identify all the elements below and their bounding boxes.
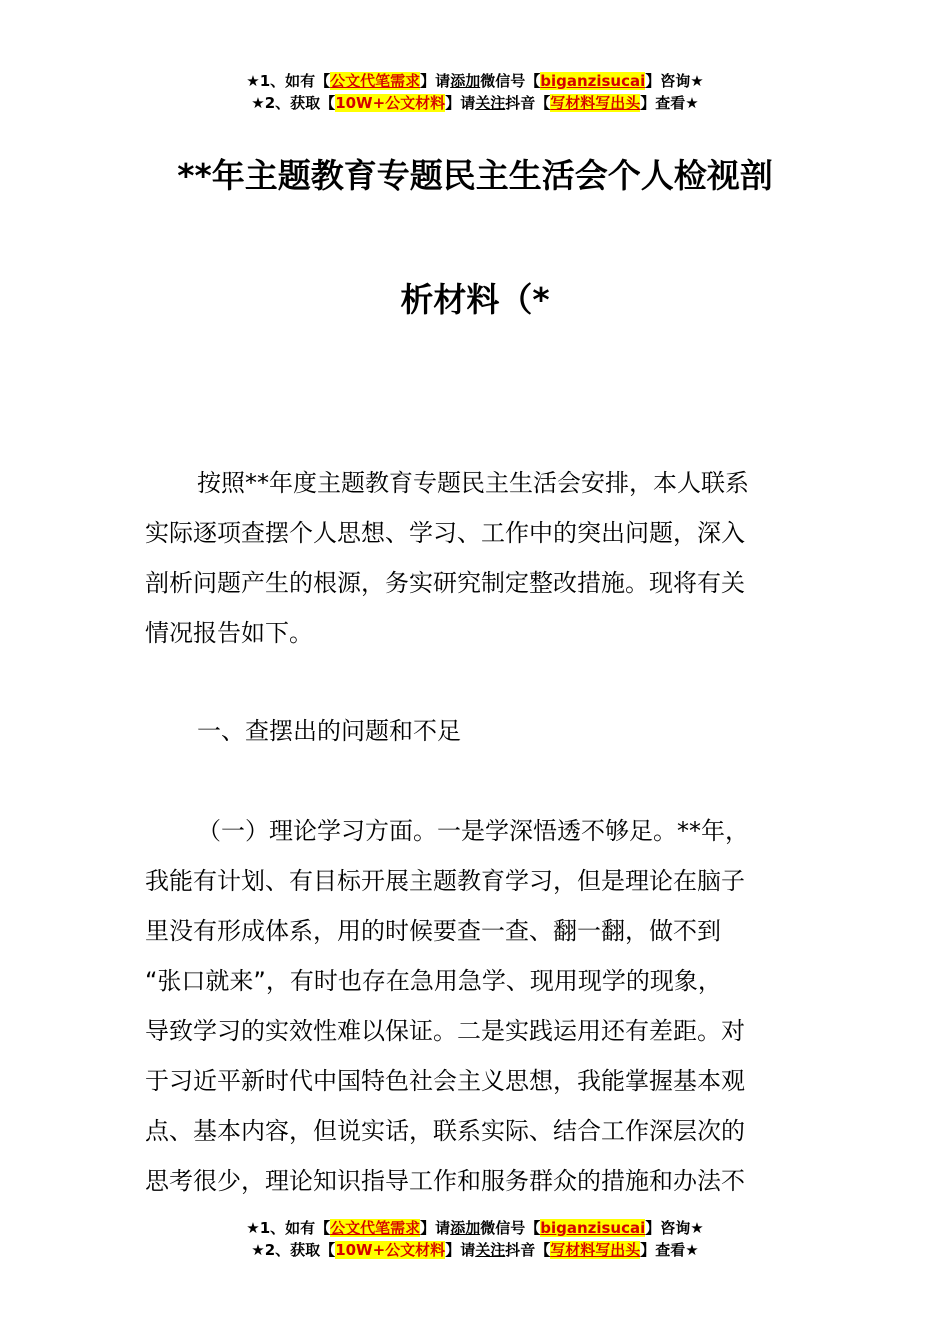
banner-top [0,70,950,114]
highlight-service: 公文代笔需求 [330,72,421,90]
intro-paragraph: 按照**年度主题教育专题民主生活会安排，本人联系 实际逐项查摆个人思想、学习、工作中的突出问题，深入 剖析问题产生的根源，务实研究制定整改措施。现将有关 情况报告如下。 [145,469,749,647]
wechat-id: biganzisucai [540,1219,646,1237]
highlight-service: 公文代笔需求 [330,1219,421,1237]
douyin-account: 写材料写出头 [550,1241,641,1259]
wechat-id: biganzisucai [540,72,646,90]
document-title-line-1: **年主题教育专题民主生活会个人检视剖 [177,156,773,195]
highlight-materials: 10W+公文材料 [335,94,446,112]
banner-line-1: ★1、如有【公文代笔需求】请添加微信号【biganzisucai】咨询★ [246,72,704,90]
highlight-materials: 10W+公文材料 [335,1241,446,1259]
banner-bottom [0,1217,950,1261]
banner-line-2: ★2、获取【10W+公文材料】请关注抖音【写材料写出头】查看★ [251,1241,699,1259]
document-title-line-2: 析材料（* [400,280,550,319]
douyin-account: 写材料写出头 [550,94,641,112]
theory-study-paragraph: （一）理论学习方面。一是学深悟透不够足。**年， 我能有计划、有目标开展主题教育学习，但是理论在脑子 里没有形成体系，用的时候要查一查、翻一翻，做不到 “张口就来”，有时也存在急用急学、现用现学的现象， 导致学习的实效性难以保证。二是实践运用还有差距。对 于习近平新时代中国特色社会主义思想，我能掌握基本观 点、基本内容，但说实话，联系实际、结合工作深层次的 思考很少，理论知识指导工作和服务群众的措施和办法不 [145,817,749,1195]
banner-line-2: ★2、获取【10W+公文材料】请关注抖音【写材料写出头】查看★ [251,94,699,112]
section-heading: 一、查摆出的问题和不足 [197,717,461,745]
banner-line-1: ★1、如有【公文代笔需求】请添加微信号【biganzisucai】咨询★ [246,1219,704,1237]
